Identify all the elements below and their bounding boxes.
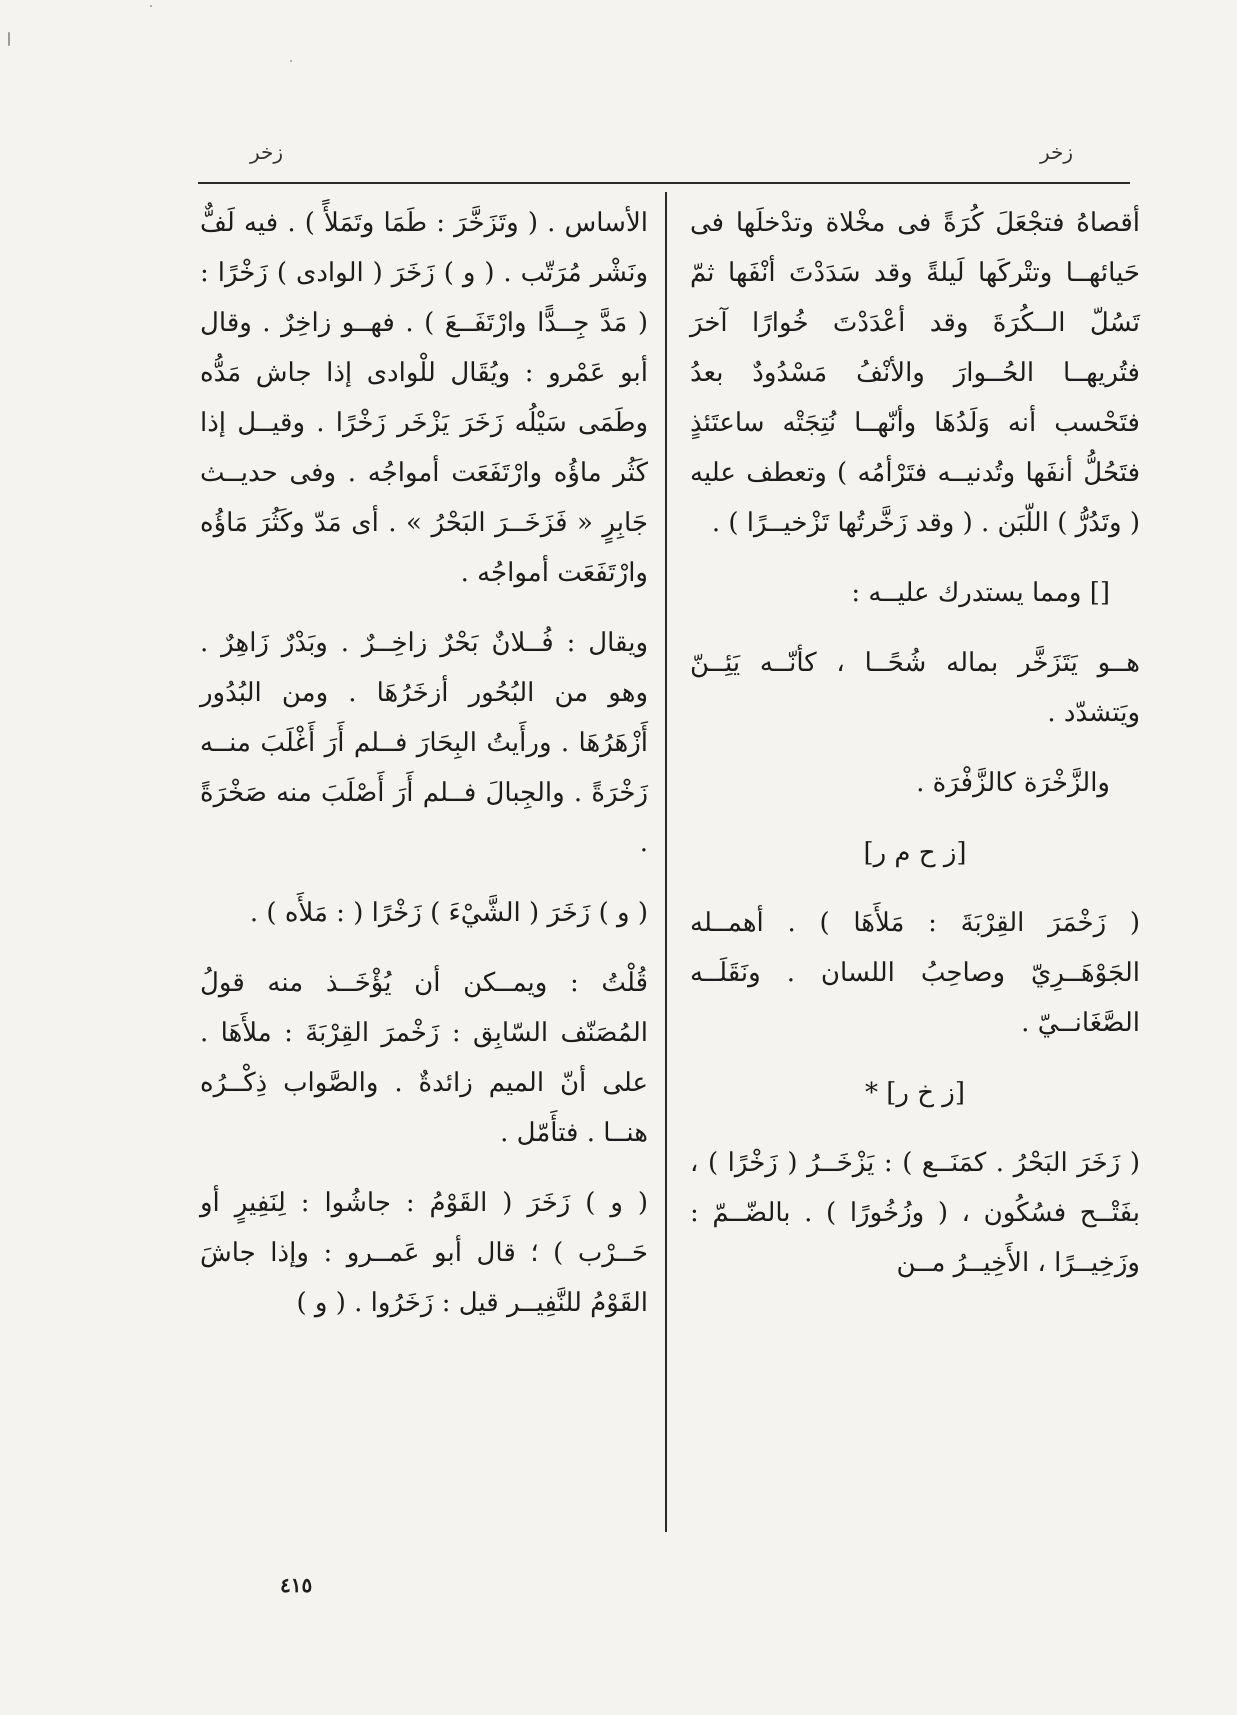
column-divider xyxy=(665,192,667,1532)
paragraph: ( و ) زَخَرَ ( الشَّيْءَ ) زَخْرًا ( : مَلأَه ) . xyxy=(249,898,648,928)
paragraph: ويقال : فُــلانٌ بَحْرٌ زاخِــرٌ . وبَدْرٌ زَاهِرٌ . وهو من البُحُور أزخَرُهَا . ومن البُدُور أَزْهَرُهَا . ورأَيتُ البِحَارَ فــلم أَرَ أَغْلَبَ منــه زَخْرَةً . والجِبالَ فــلم أَرَ أَصْلَبَ منه صَخْرَةً . xyxy=(200,628,648,858)
paragraph: قُلْتُ : ويمــكن أن يُؤْخَــذ منه قولُ المُصَنّف السّابِق : زَخْمرَ القِرْبَةَ : ملأَهَا . على أنّ الميم زائدةٌ . والصَّواب ذِكْــرُه هنــا . فتأَمّل . xyxy=(200,968,648,1148)
scan-speck xyxy=(8,32,10,46)
header-rule xyxy=(198,182,1130,184)
page-number: ٤١٥ xyxy=(280,1573,313,1597)
paragraph: ( زَخْمَرَ القِرْبَةَ : مَلأَهَا ) . أهمــله الجَوْهَــرِيّ وصاحِبُ اللسان . ونَقَلَــه الصَّغَانــيّ . xyxy=(690,908,1140,1038)
paragraph: والزَّخْرَة كالزَّفْرَة . xyxy=(916,768,1110,798)
right-column xyxy=(690,198,1140,1308)
paragraph: هــو يَتَزَخَّر بماله شُحًــا ، كأنّــه يَئِــنّ ويَتشدّد . xyxy=(690,648,1140,728)
entry-heading: [ز ح م ر] xyxy=(863,838,967,868)
scan-speck xyxy=(290,60,292,62)
paragraph: ( زَخَرَ البَحْرُ . كمَنَــع ) : يَزْخَــرُ ( زَخْرًا ) ، بفَتْــح فسُكُون ، ( وزُخُورًا ) . بالضّــمّ : وزَخِيــرًا ، الأَخِيــرُ مــن xyxy=(690,1148,1140,1278)
entry-heading: [ز خ ر] * xyxy=(865,1078,965,1108)
running-header-right: زخر xyxy=(1040,140,1074,164)
paragraph: الأساس . ( وتَزَخَّرَ : طَمَا وتَمَلأً ) . فيه لَفٌّ ونَشْر مُرَتّب . ( و ) زَخَرَ ( الوادى ) زَخْرًا : ( مَدَّ جِــدًّا وارْتَفَــعَ ) . فهــو زاخِرٌ . وقال أبو عَمْرو : ويُقَال للْوادى إذا جاش مَدُّه وطَمَى سَيْلُه زَخَرَ يَزْخَر زَخْرًا . وقيــل إذا كَثُر ماؤُه وارْتَفَعَت أمواجُه . وفى حديــث جَابِرٍ « فَزَخَــرَ البَحْرُ » . أى مَدّ وكَثُرَ مَاؤُه وارْتَفَعَت أمواجُه . xyxy=(200,208,648,588)
running-header-left: زخر xyxy=(250,140,284,164)
paragraph: أقصاهُ فتجْعَلَ كُرَةً فى مخْلاة وتدْخلَها فى حَيائهــا وتتْركَها لَيلةً وقد سَدَدْتَ أنْفَها ثمّ تَسُلّ الــكُرَةَ وقد أعْدَدْتَ خُوارًا آخرَ فتُريهــا الحُــوارَ والأنْفُ مَسْدُودٌ بعدُ فتَحْسب أنه وَلَدُهَا وأنّهــا نُتِجَتْه ساعتَئذٍ فتَحُلُّ أنفَها وتُدنيــه فتَرْأمُه ) وتعطف عليه ( وتَدُرُّ ) اللّبَن . ( وقد زَخَّرتُها تَزْخيــرًا ) . xyxy=(690,208,1140,538)
paragraph: ( و ) زَخَرَ ( القَوْمُ : جاشُوا : لِنَفِيرٍ أو حَــرْب ) ؛ قال أبو عَمــرو : وإذا جاشَ القَوْمُ للنَّفِيــر قيل : زَخَرُوا . ( و ) xyxy=(200,1188,648,1318)
paragraph: [] ومما يستدرك عليــه : xyxy=(851,578,1110,608)
scan-speck xyxy=(150,5,152,7)
left-column xyxy=(200,198,648,1348)
